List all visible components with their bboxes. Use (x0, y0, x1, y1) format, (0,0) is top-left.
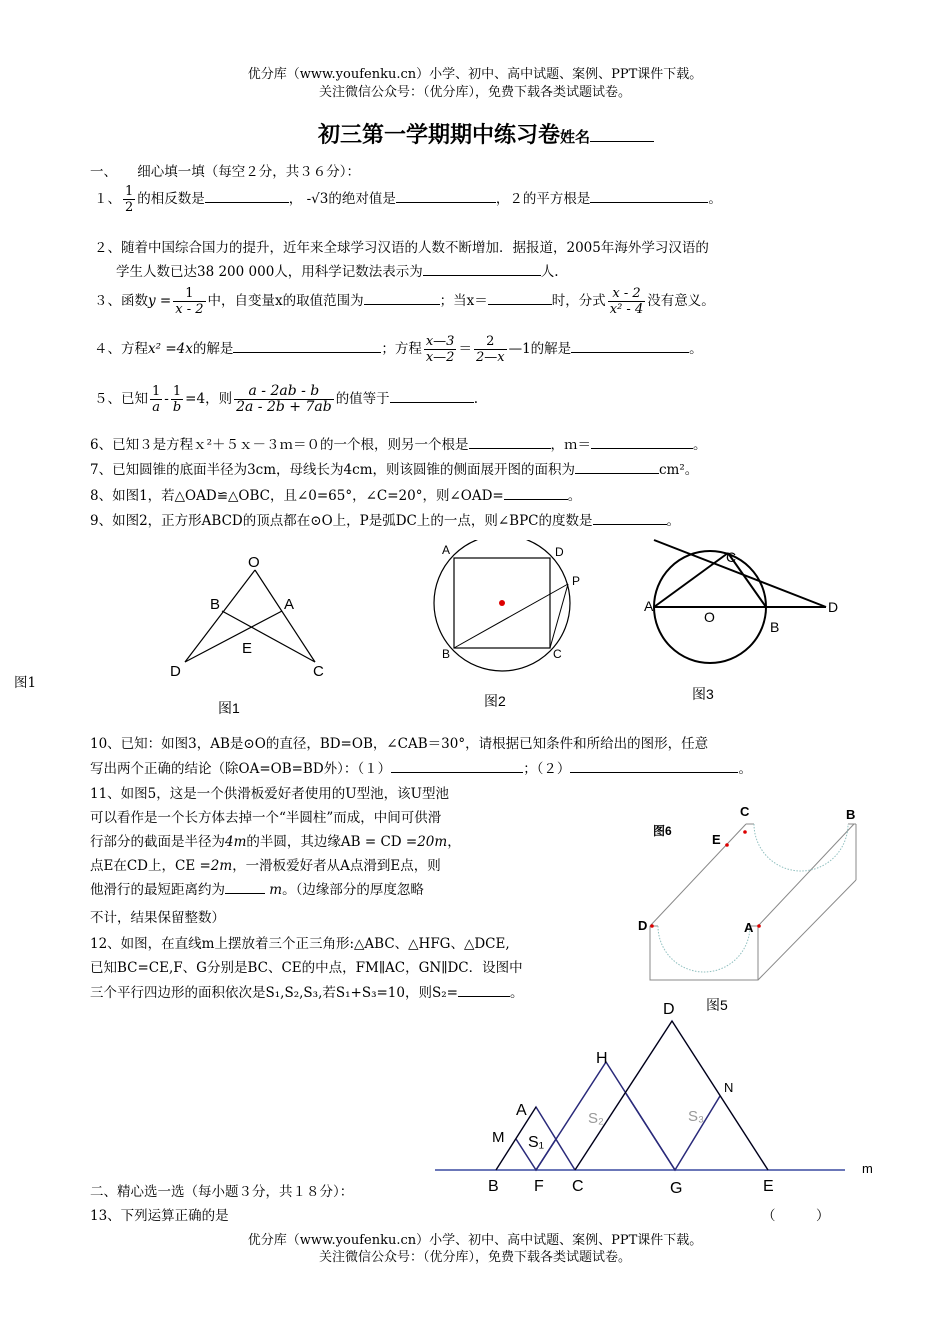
fig12-label-s2: S₂ (588, 1110, 604, 1127)
footer-line-2: 关注微信公众号：（优分库），免费下载各类试题试卷。 (318, 1250, 631, 1265)
fig12-label-b: B (488, 1178, 499, 1195)
question-3: ３、函数y = $\frac{1}{x - 2}$ 中，自变量x的取值范围为 ；当x＝ 时，分式 $\frac{x - 2}{\text{x² - 4}}$ 没有意义。 (94, 286, 715, 317)
fig3-label-o: O (704, 609, 715, 625)
fig2-label-b: B (442, 647, 451, 661)
q9-blank[interactable] (593, 511, 667, 525)
fig12-label-e: E (763, 1178, 774, 1195)
fig1-caption: 图1 (218, 700, 240, 716)
fig2-label-c: C (553, 647, 562, 661)
title-text: 初三第一学期期中练习卷 (318, 122, 561, 148)
figure-5 (630, 800, 870, 1020)
fig5-caption: 图5 (706, 997, 728, 1013)
question-11-line-4: 点E在CD上，CE =2m，一滑板爱好者从A点滑到E点，则 (90, 858, 441, 874)
fig2-label-d: D (555, 545, 564, 559)
question-11-line-6: 不计，结果保留整数） (90, 910, 225, 926)
header-line-2: 关注微信公众号：（优分库），免费下载各类试题试卷。 (318, 85, 631, 100)
fig12-label-s1: S₁ (528, 1134, 545, 1151)
fig2-caption: 图2 (484, 693, 506, 709)
q10-blank-2[interactable] (570, 759, 738, 773)
q6-blank-2[interactable] (591, 435, 693, 449)
question-2-line-1: ２、随着中国综合国力的提升，近年来全球学习汉语的人数不断增加．据报道，2005年海外学习汉语的 (94, 240, 709, 256)
q13-answer-bracket[interactable]: （ ） (762, 1208, 830, 1224)
fig12-label-a: A (516, 1102, 527, 1119)
fig5-label-e: E (712, 832, 721, 847)
fig12-label-h: H (596, 1050, 608, 1067)
q5-blank[interactable] (390, 389, 474, 403)
question-10-line-1: 10、已知：如图3，AB是⊙O的直径，BD=OB，∠CAB＝30°，请根据已知条件和所给出的图形，任意 (90, 736, 709, 752)
fig2-label-p: P (572, 574, 581, 588)
fig12-label-f: F (534, 1178, 544, 1195)
fig12-label-d: D (663, 1001, 675, 1018)
margin-figure-label: 图1 (14, 675, 37, 691)
question-11-line-5: 他滑行的最短距离约为 m。（边缘部分的厚度忽略 (90, 882, 424, 898)
question-12-line-2: 已知BC=CE,F、G分别是BC、CE的中点，FM∥AC，GN∥DC．设图中 (90, 960, 523, 976)
fig3-label-d: D (828, 599, 839, 615)
name-label: 姓名 (560, 128, 591, 146)
fig1-label-o: O (248, 554, 260, 571)
question-7: 7、已知圆锥的底面半径为3cm，母线长为4cm，则该圆锥的侧面展开图的面积为 cm²。 (90, 462, 699, 478)
question-13: 13、下列运算正确的是 (90, 1208, 229, 1224)
fig12-label-c: C (572, 1178, 584, 1195)
question-6: 6、已知３是方程ｘ²＋５ｘ－３ｍ＝０的一个根，则另一个根是 ，ｍ＝ 。 (90, 437, 707, 453)
fig12-label-m: M (492, 1129, 505, 1146)
fig12-label-m-line: m (862, 1161, 873, 1176)
header-line-1: 优分库（www.youfenku.cn）小学、初中、高中试题、案例、PPT课件下载。 (247, 67, 703, 82)
question-11-line-1: 11、如图5，这是一个供滑板爱好者使用的U型池，该U型池 (90, 786, 450, 802)
fig3-label-c: C (726, 549, 737, 565)
question-12-line-1: 12、如图，在直线m上摆放着三个正三角形:△ABC、△HFG、△DCE, (90, 936, 510, 952)
question-11-line-3: 行部分的截面是半径为4m的半圆，其边缘AB = CD =20m， (90, 834, 461, 850)
q11-blank[interactable] (225, 880, 265, 894)
question-11-line-2: 可以看作是一个长方体去掉一个“半圆柱”而成，中间可供滑 (90, 810, 442, 826)
q7-blank[interactable] (575, 460, 659, 474)
name-blank[interactable] (590, 128, 654, 142)
fig5-label-a: A (744, 920, 754, 935)
figure-2 (430, 540, 590, 720)
question-12-line-3: 三个平行四边形的面积依次是S₁,S₂,S₃,若S₁+S₃=10，则S₂= 。 (90, 985, 524, 1001)
fig2-center-dot (499, 600, 505, 606)
fig1-label-c: C (313, 663, 324, 680)
figure-1 (160, 545, 350, 735)
fig3-label-b: B (770, 619, 780, 635)
section-1-heading: 一、 细心填一填（每空２分，共３６分）： (90, 164, 360, 180)
q1-blank-2[interactable] (396, 189, 496, 203)
fig2-label-a: A (442, 543, 451, 557)
fig3-caption: 图3 (692, 686, 714, 702)
fig5-label-d: D (638, 918, 648, 933)
fig5-label-c: C (740, 804, 750, 819)
fig1-label-b: B (210, 596, 221, 613)
fig1-label-e: E (242, 640, 253, 657)
question-4: ４、方程x² =4x的解是 ；方程 $\frac{x—3}{x—2}$ ＝ $\frac{2}{2—x}$ —1的解是 。 (94, 334, 703, 365)
fig3-label-a: A (644, 598, 654, 614)
question-8: 8、如图1，若△OAD≌△OBC，且∠0=65°，∠C=20°，则∠OAD= 。 (90, 488, 582, 504)
footer-line-1: 优分库（www.youfenku.cn）小学、初中、高中试题、案例、PPT课件下载。 (247, 1233, 703, 1248)
page-title (318, 118, 654, 149)
fig12-label-n: N (724, 1080, 734, 1095)
fig1-label-d: D (170, 663, 181, 680)
q10-blank-1[interactable] (391, 759, 523, 773)
section-2-heading: 二、精心选一选（每小题３分，共１８分）： (90, 1184, 354, 1200)
fig5-label-fig6: 图6 (653, 824, 672, 838)
question-5: ５、已知 $\frac{1}{a}$ - $\frac{1}{b}$ =4，则 $\frac{a - 2ab - b}{2a - 2b + 7ab}$ 的值等于 . (94, 383, 478, 415)
q4-blank-1[interactable] (233, 339, 381, 353)
question-2-line-2: 学生人数已达38 200 000人，用科学记数法表示为 人. (116, 264, 559, 280)
figure-triangles (430, 995, 880, 1200)
question-9: 9、如图2，正方形ABCD的顶点都在⊙O上，P是弧DC上的一点，则∠BPC的度数是 。 (90, 513, 681, 529)
q1-blank-1[interactable] (205, 189, 289, 203)
figure-3 (640, 535, 850, 710)
question-1: １、 $\frac{1}{2}$ 的相反数是 ， -√3的绝对值是 ，２的平方根是 。 (94, 184, 722, 215)
fig1-label-a: A (284, 596, 295, 613)
question-10-line-2: 写出两个正确的结论（除OA=OB=BD外）：（１） ；（２） 。 (90, 761, 752, 777)
q3-blank-1[interactable] (364, 291, 440, 305)
q1-blank-3[interactable] (590, 189, 708, 203)
fig12-label-g: G (670, 1180, 683, 1197)
q3-blank-2[interactable] (488, 291, 552, 305)
q2-blank[interactable] (423, 262, 541, 276)
q4-blank-2[interactable] (571, 339, 689, 353)
q6-blank-1[interactable] (469, 435, 551, 449)
fig5-label-b: B (846, 807, 856, 822)
q8-blank[interactable] (504, 486, 568, 500)
fig12-label-s3: S₃ (688, 1108, 705, 1125)
